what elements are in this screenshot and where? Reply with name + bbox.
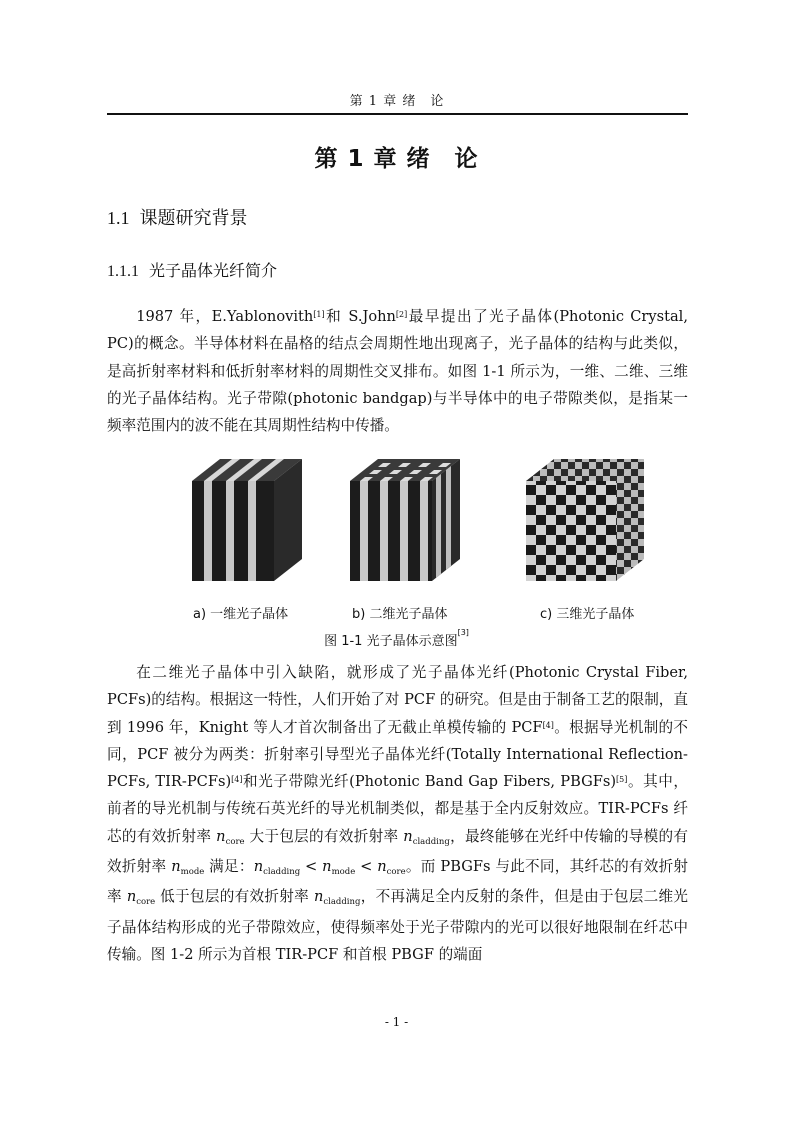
text-run: 。根据导光机制的不同，PCF 被分为两类：折射率引导型光子晶体光纤(Totally International Reflection-PCFs, TIR-PCFs) bbox=[107, 718, 688, 791]
subsection-heading bbox=[107, 258, 277, 281]
page-number: - 1 - bbox=[384, 1015, 409, 1029]
math-symbol: n bbox=[313, 888, 324, 906]
math-subscript: cladding bbox=[323, 897, 361, 908]
text-run: 1987 年，E.Yablonovith bbox=[136, 308, 314, 325]
3d-photonic-crystal-icon bbox=[526, 455, 646, 587]
figure-caption bbox=[0, 630, 793, 649]
header-rule bbox=[107, 113, 688, 115]
subfigure-label-c: c) 三维光子晶体 bbox=[540, 607, 635, 622]
math-subscript: mode bbox=[180, 867, 205, 878]
text-run: 低于包层的有效折射率 bbox=[155, 888, 314, 906]
math-symbol: n bbox=[126, 888, 137, 906]
math-operator: < bbox=[355, 858, 378, 876]
caption-text: 图 1-1 光子晶体示意图 bbox=[324, 634, 458, 649]
text-run: 和 S.John bbox=[324, 308, 396, 325]
1d-photonic-crystal-icon bbox=[192, 455, 304, 587]
text-run: 满足： bbox=[204, 858, 254, 876]
running-header: 第 1 章 绪 论 bbox=[349, 94, 445, 109]
subsection-number: 1.1.1 bbox=[107, 263, 139, 280]
math-subscript: mode bbox=[331, 867, 356, 878]
math-symbol: n bbox=[253, 858, 264, 876]
subfigure-label-b: b) 二维光子晶体 bbox=[352, 607, 448, 622]
citation-ref: [5] bbox=[616, 775, 628, 785]
math-symbol: n bbox=[171, 858, 181, 876]
citation-ref: [1] bbox=[313, 310, 325, 319]
citation-ref: [2] bbox=[395, 310, 408, 319]
figure-photonic-crystals bbox=[160, 455, 660, 605]
math-symbol: n bbox=[216, 827, 226, 845]
math-subscript: core bbox=[225, 836, 245, 847]
paragraph-intro bbox=[107, 303, 688, 439]
math-symbol: n bbox=[322, 858, 332, 876]
math-subscript: core bbox=[136, 897, 156, 908]
text-run: ，最终能够在光纤中传输的导模的有效折射率 bbox=[107, 827, 688, 876]
text-run: 。其中，前者的导光机制与传统石英光纤的导光机制类似，都是基于全内反射效应。TIR-PCFs 纤芯的有效折射率 bbox=[107, 773, 689, 845]
section-number: 1.1 bbox=[107, 208, 130, 228]
section-title: 课题研究背景 bbox=[139, 208, 248, 229]
math-subscript: cladding bbox=[263, 867, 301, 878]
citation-ref: [4] bbox=[542, 720, 554, 730]
section-heading bbox=[107, 204, 248, 230]
math-subscript: core bbox=[386, 867, 406, 878]
text-run: 最早提出了光子晶体(Photonic Crystal, PC)的概念。半导体材料在晶格的结点会周期性地出现离子，光子晶体的结构与此类似，是高折射率材料和低折射率材料的周期性交叉排布。如图 1-1 所示为，一维、二维、三维的光子晶体结构。光子带隙(photonic bandgap)与半导体中的电子带隙类似，是指某一频率范围内的波不能在其周期性结构中传播。 bbox=[107, 308, 688, 435]
subfigure-label-a: a) 一维光子晶体 bbox=[193, 607, 289, 622]
math-operator: < bbox=[300, 858, 323, 876]
text-run: ，不再满足全内反射的条件，但是由于包层二维光子晶体结构形成的光子带隙效应，使得频率处于光子带隙内的光可以很好地限制在纤芯中传输。图 1-2 所示为首根 TIR-PCF 和首根 PBGF 的端面 bbox=[107, 888, 688, 963]
text-run: 在二维光子晶体中引入缺陷，就形成了光子晶体光纤(Photonic Crystal Fiber, PCFs)的结构。根据这一特性，人们开始了对 PCF 的研究。但是由于制备工艺的限制，直到 1996 年，Knight 等人才首次制备出了无截止单模传输的 PCF bbox=[107, 664, 688, 736]
math-symbol: n bbox=[377, 858, 387, 876]
subsection-title: 光子晶体光纤简介 bbox=[149, 261, 278, 280]
text-run: 大于包层的有效折射率 bbox=[244, 827, 404, 845]
text-run: 。而 PBGFs 与此不同，其纤芯的有效折射率 bbox=[107, 858, 689, 906]
chapter-title: 第 1 章 绪 论 bbox=[314, 146, 479, 172]
2d-photonic-crystal-icon bbox=[350, 455, 462, 587]
text-run: 和光子带隙光纤(Photonic Band Gap Fibers, PBGFs) bbox=[242, 773, 617, 791]
citation-ref: [3] bbox=[457, 628, 469, 637]
paragraph-pcf bbox=[107, 659, 688, 968]
math-symbol: n bbox=[403, 827, 413, 845]
citation-ref: [4] bbox=[231, 775, 243, 785]
math-subscript: cladding bbox=[412, 836, 450, 847]
